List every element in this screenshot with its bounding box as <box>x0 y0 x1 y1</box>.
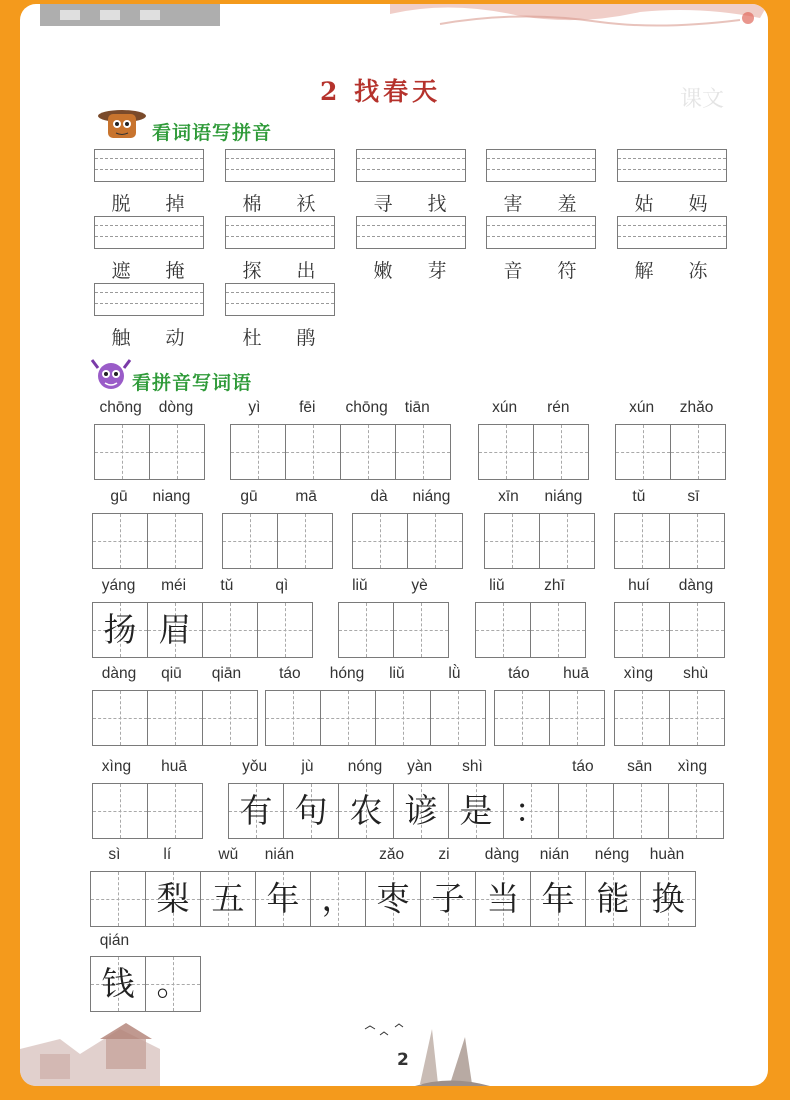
pinyin-label: rén <box>547 399 570 416</box>
writing-cell[interactable] <box>431 691 486 745</box>
pinyin-answer-box[interactable] <box>617 149 727 182</box>
pinyin-label: zhǎo <box>679 399 714 416</box>
word-characters <box>486 189 594 216</box>
handwritten-character <box>615 514 669 568</box>
character: 羞 <box>557 193 577 215</box>
pinyin-answer-box[interactable] <box>94 149 204 182</box>
handwritten-character: ： <box>514 791 548 830</box>
writing-cell[interactable] <box>278 514 333 568</box>
handwritten-character <box>670 603 724 657</box>
pinyin-label: néng <box>594 846 630 863</box>
pinyin-label: yè <box>411 577 428 594</box>
handwritten-character <box>669 784 723 838</box>
handwritten-character <box>671 425 725 479</box>
writing-cell[interactable] <box>201 872 256 926</box>
writing-cell[interactable] <box>476 872 531 926</box>
pinyin-label: dà <box>370 488 388 505</box>
handwritten-character <box>531 603 585 657</box>
page-title: 2 找春天 <box>320 77 442 106</box>
handwritten-character: ， <box>321 879 355 918</box>
word-characters <box>94 256 202 283</box>
pinyin-answer-box[interactable] <box>94 283 204 316</box>
pinyin-label: dàng <box>101 665 137 682</box>
word-characters <box>356 189 464 216</box>
pinyin-label: huā <box>563 665 589 682</box>
writing-cell[interactable] <box>670 691 725 745</box>
pinyin-label: niáng <box>544 488 583 505</box>
handwritten-character <box>339 603 393 657</box>
writing-grid <box>494 690 605 746</box>
handwritten-character <box>93 514 147 568</box>
pinyin-label: táo <box>508 665 530 682</box>
writing-grid <box>94 424 205 480</box>
writing-cell[interactable] <box>93 784 148 838</box>
writing-cell[interactable] <box>394 784 449 838</box>
pinyin-answer-box[interactable] <box>486 149 596 182</box>
character: 找 <box>427 193 447 215</box>
writing-cell[interactable] <box>476 603 531 657</box>
word-characters <box>356 256 464 283</box>
character: 脱 <box>111 193 131 215</box>
character: 解 <box>634 260 654 282</box>
character: 棉 <box>242 193 262 215</box>
handwritten-character <box>540 514 594 568</box>
writing-grid <box>338 602 449 658</box>
writing-cell[interactable] <box>534 425 589 479</box>
pinyin-label: lí <box>163 846 172 863</box>
pinyin-label: dàng <box>678 577 714 594</box>
writing-cell[interactable] <box>614 784 669 838</box>
pinyin-label: niang <box>152 488 191 505</box>
handwritten-character <box>93 691 147 745</box>
handwritten-character <box>615 691 669 745</box>
writing-cell[interactable] <box>339 603 394 657</box>
handwritten-character: 农 <box>349 791 383 830</box>
handwritten-character <box>534 425 588 479</box>
pinyin-label: zǎo <box>379 846 405 863</box>
handwritten-character: 年 <box>541 879 575 918</box>
writing-cell[interactable] <box>531 872 586 926</box>
handwritten-character <box>479 425 533 479</box>
handwritten-character <box>148 691 202 745</box>
pinyin-label: liǔ <box>489 577 505 594</box>
writing-cell[interactable] <box>321 691 376 745</box>
top-decoration <box>20 4 768 44</box>
writing-cell[interactable] <box>394 603 449 657</box>
pinyin-label: liǔ <box>352 577 368 594</box>
handwritten-character <box>148 514 202 568</box>
word-characters <box>225 189 333 216</box>
writing-grid <box>352 513 463 569</box>
writing-cell[interactable] <box>146 872 201 926</box>
character: 鹃 <box>296 327 316 349</box>
page-number: 2 <box>397 1050 409 1070</box>
writing-grid <box>265 690 486 746</box>
writing-cell[interactable] <box>286 425 341 479</box>
writing-cell[interactable] <box>339 784 394 838</box>
handwritten-character: 谚 <box>404 791 438 830</box>
writing-cell[interactable] <box>616 425 671 479</box>
character: 出 <box>296 260 316 282</box>
writing-cell[interactable] <box>231 425 286 479</box>
pinyin-label: tǔ <box>220 577 234 594</box>
pinyin-label: fēi <box>299 399 316 416</box>
pinyin-label: shù <box>683 665 709 682</box>
writing-grid <box>478 424 589 480</box>
pinyin-label: zi <box>438 846 450 863</box>
pinyin-answer-box[interactable] <box>356 216 466 249</box>
handwritten-character <box>408 514 462 568</box>
pinyin-label: niáng <box>412 488 451 505</box>
writing-cell[interactable] <box>223 514 278 568</box>
mascot-2-icon <box>90 358 132 394</box>
handwritten-character: 年 <box>266 879 300 918</box>
writing-cell[interactable] <box>586 872 641 926</box>
writing-cell[interactable] <box>93 514 148 568</box>
handwritten-character <box>278 514 332 568</box>
character: 寻 <box>373 193 393 215</box>
character: 掉 <box>165 193 185 215</box>
handwritten-character <box>150 425 204 479</box>
pinyin-label: chōng <box>345 399 388 416</box>
handwritten-character <box>550 691 604 745</box>
pinyin-label: tǔ <box>632 488 646 505</box>
pinyin-label: tiān <box>404 399 430 416</box>
handwritten-character: 是 <box>459 791 493 830</box>
writing-cell[interactable] <box>670 514 725 568</box>
writing-cell[interactable] <box>146 957 201 1011</box>
pinyin-label: liǔ <box>389 665 405 682</box>
handwritten-character: 五 <box>211 879 245 918</box>
writing-grid <box>92 690 258 746</box>
writing-cell[interactable] <box>421 872 476 926</box>
writing-cell[interactable] <box>266 691 321 745</box>
pinyin-label: dàng <box>484 846 520 863</box>
pinyin-label: yáng <box>101 577 136 594</box>
handwritten-character <box>93 784 147 838</box>
handwritten-character <box>266 691 320 745</box>
writing-cell[interactable] <box>148 603 203 657</box>
character: 遮 <box>111 260 131 282</box>
pinyin-label: lǜ <box>448 665 461 682</box>
writing-cell[interactable] <box>150 425 205 479</box>
word-characters <box>94 189 202 216</box>
writing-grid <box>614 602 725 658</box>
writing-cell[interactable] <box>311 872 366 926</box>
writing-cell[interactable] <box>485 514 540 568</box>
writing-grid <box>228 783 724 839</box>
pinyin-label: gū <box>240 488 258 505</box>
pinyin-label: dòng <box>158 399 194 416</box>
writing-grid <box>614 690 725 746</box>
writing-cell[interactable] <box>376 691 431 745</box>
handwritten-character <box>495 691 549 745</box>
writing-cell[interactable] <box>258 603 313 657</box>
pinyin-label: sì <box>108 846 121 863</box>
handwritten-character <box>670 691 724 745</box>
handwritten-character: 有 <box>239 791 273 830</box>
pinyin-label: huí <box>628 577 650 594</box>
writing-grid <box>484 513 595 569</box>
ghost-decoration: 课文 <box>680 87 725 112</box>
writing-cell[interactable] <box>550 691 605 745</box>
writing-cell[interactable] <box>479 425 534 479</box>
writing-cell[interactable] <box>669 784 724 838</box>
pinyin-answer-box[interactable] <box>94 216 204 249</box>
handwritten-character: 换 <box>651 879 685 918</box>
handwritten-character <box>485 514 539 568</box>
character: 姑 <box>634 193 654 215</box>
worksheet-page <box>20 4 768 1086</box>
writing-grid <box>475 602 586 658</box>
character: 音 <box>503 260 523 282</box>
handwritten-character: 。 <box>156 964 190 1003</box>
word-characters <box>225 256 333 283</box>
pinyin-label: qiū <box>161 665 182 682</box>
writing-cell[interactable] <box>148 514 203 568</box>
word-characters <box>225 323 333 350</box>
writing-cell[interactable] <box>615 603 670 657</box>
writing-cell[interactable] <box>203 691 258 745</box>
handwritten-character <box>559 784 613 838</box>
pinyin-label: xìng <box>677 758 708 775</box>
handwritten-character: 枣 <box>376 879 410 918</box>
writing-cell[interactable] <box>95 425 150 479</box>
writing-cell[interactable] <box>353 514 408 568</box>
pinyin-label: nóng <box>347 758 383 775</box>
character: 害 <box>503 193 523 215</box>
word-characters <box>617 189 725 216</box>
writing-cell[interactable] <box>449 784 504 838</box>
handwritten-character <box>148 784 202 838</box>
handwritten-character <box>614 784 668 838</box>
character: 袄 <box>296 193 316 215</box>
handwritten-character: 钱 <box>101 964 135 1003</box>
character: 嫩 <box>373 260 393 282</box>
writing-cell[interactable] <box>91 957 146 1011</box>
character: 杜 <box>242 327 262 349</box>
section-heading-write-words: 看拼音写词语 <box>132 372 253 394</box>
pinyin-label: táo <box>572 758 594 775</box>
pinyin-answer-box[interactable] <box>486 216 596 249</box>
pinyin-label: huā <box>161 758 187 775</box>
handwritten-character <box>353 514 407 568</box>
handwritten-character <box>616 425 670 479</box>
character: 动 <box>165 327 185 349</box>
handwritten-character: 句 <box>294 791 328 830</box>
writing-cell[interactable] <box>559 784 614 838</box>
writing-cell[interactable] <box>148 691 203 745</box>
writing-cell[interactable] <box>203 603 258 657</box>
handwritten-character <box>615 603 669 657</box>
pinyin-label: xún <box>629 399 655 416</box>
pinyin-label: nián <box>264 846 295 863</box>
word-characters <box>486 256 594 283</box>
character: 符 <box>557 260 577 282</box>
pinyin-label: sī <box>687 488 700 505</box>
writing-cell[interactable] <box>256 872 311 926</box>
character: 掩 <box>165 260 185 282</box>
writing-grid <box>230 424 451 480</box>
pinyin-label: chōng <box>99 399 142 416</box>
handwritten-character <box>376 691 430 745</box>
handwritten-character <box>286 425 340 479</box>
writing-cell[interactable] <box>341 425 396 479</box>
pinyin-label: yàn <box>407 758 433 775</box>
handwritten-character: 眉 <box>158 610 192 649</box>
pinyin-label: qiān <box>211 665 242 682</box>
pinyin-label: yì <box>248 399 261 416</box>
handwritten-character <box>91 872 145 926</box>
character: 芽 <box>427 260 447 282</box>
pinyin-label: hóng <box>329 665 365 682</box>
writing-cell[interactable] <box>671 425 726 479</box>
handwritten-character: 扬 <box>103 610 137 649</box>
word-characters <box>617 256 725 283</box>
pinyin-answer-box[interactable] <box>225 149 335 182</box>
writing-grid <box>92 513 203 569</box>
writing-cell[interactable] <box>540 514 595 568</box>
writing-grid <box>222 513 333 569</box>
pinyin-answer-box[interactable] <box>356 149 466 182</box>
pinyin-label: zhī <box>544 577 565 594</box>
pinyin-label: xìng <box>101 758 132 775</box>
pinyin-label: wǔ <box>218 846 239 863</box>
writing-cell[interactable] <box>641 872 696 926</box>
handwritten-character <box>231 425 285 479</box>
handwritten-character <box>394 603 448 657</box>
pinyin-label: qì <box>275 577 289 594</box>
handwritten-character <box>203 603 257 657</box>
pinyin-answer-box[interactable] <box>225 216 335 249</box>
handwritten-character <box>341 425 395 479</box>
bottom-decoration <box>20 1009 768 1086</box>
pinyin-label: shì <box>462 758 483 775</box>
pinyin-label: huàn <box>649 846 685 863</box>
writing-cell[interactable] <box>396 425 451 479</box>
pinyin-label: sān <box>627 758 653 775</box>
writing-cell[interactable] <box>615 514 670 568</box>
pinyin-label: xún <box>492 399 518 416</box>
writing-cell[interactable] <box>408 514 463 568</box>
mascot-icon <box>96 106 148 142</box>
writing-cell[interactable] <box>91 872 146 926</box>
writing-cell[interactable] <box>495 691 550 745</box>
pinyin-label: jù <box>301 758 314 775</box>
writing-grid <box>90 956 201 1012</box>
handwritten-character <box>258 603 312 657</box>
writing-cell[interactable] <box>504 784 559 838</box>
word-characters <box>94 323 202 350</box>
writing-grid <box>614 513 725 569</box>
handwritten-character <box>203 691 257 745</box>
writing-cell[interactable] <box>229 784 284 838</box>
writing-grid <box>615 424 726 480</box>
pinyin-label: xìng <box>623 665 654 682</box>
writing-grid <box>90 871 696 927</box>
writing-cell[interactable] <box>284 784 339 838</box>
writing-grid <box>92 602 313 658</box>
handwritten-character <box>670 514 724 568</box>
handwritten-character: 能 <box>596 879 630 918</box>
pinyin-answer-box[interactable] <box>617 216 727 249</box>
pinyin-label: yǒu <box>242 758 268 775</box>
writing-grid <box>92 783 203 839</box>
character: 探 <box>242 260 262 282</box>
writing-cell[interactable] <box>670 603 725 657</box>
handwritten-character: 梨 <box>156 879 190 918</box>
writing-cell[interactable] <box>366 872 421 926</box>
writing-cell[interactable] <box>148 784 203 838</box>
handwritten-character <box>396 425 450 479</box>
writing-cell[interactable] <box>93 691 148 745</box>
handwritten-character <box>476 603 530 657</box>
writing-cell[interactable] <box>531 603 586 657</box>
handwritten-character <box>321 691 375 745</box>
character: 触 <box>111 327 131 349</box>
pinyin-label: qián <box>99 932 130 949</box>
pinyin-label: gū <box>110 488 128 505</box>
pinyin-label: mā <box>295 488 317 505</box>
character: 妈 <box>688 193 708 215</box>
section-heading-write-pinyin: 看词语写拼音 <box>152 122 273 144</box>
writing-cell[interactable] <box>93 603 148 657</box>
pinyin-label: táo <box>279 665 301 682</box>
pinyin-label: nián <box>539 846 570 863</box>
handwritten-character <box>431 691 485 745</box>
handwritten-character <box>223 514 277 568</box>
pinyin-label: xīn <box>498 488 519 505</box>
handwritten-character: 当 <box>486 879 520 918</box>
writing-cell[interactable] <box>615 691 670 745</box>
pinyin-label: méi <box>161 577 187 594</box>
handwritten-character: 子 <box>431 879 465 918</box>
pinyin-answer-box[interactable] <box>225 283 335 316</box>
handwritten-character <box>95 425 149 479</box>
character: 冻 <box>688 260 708 282</box>
